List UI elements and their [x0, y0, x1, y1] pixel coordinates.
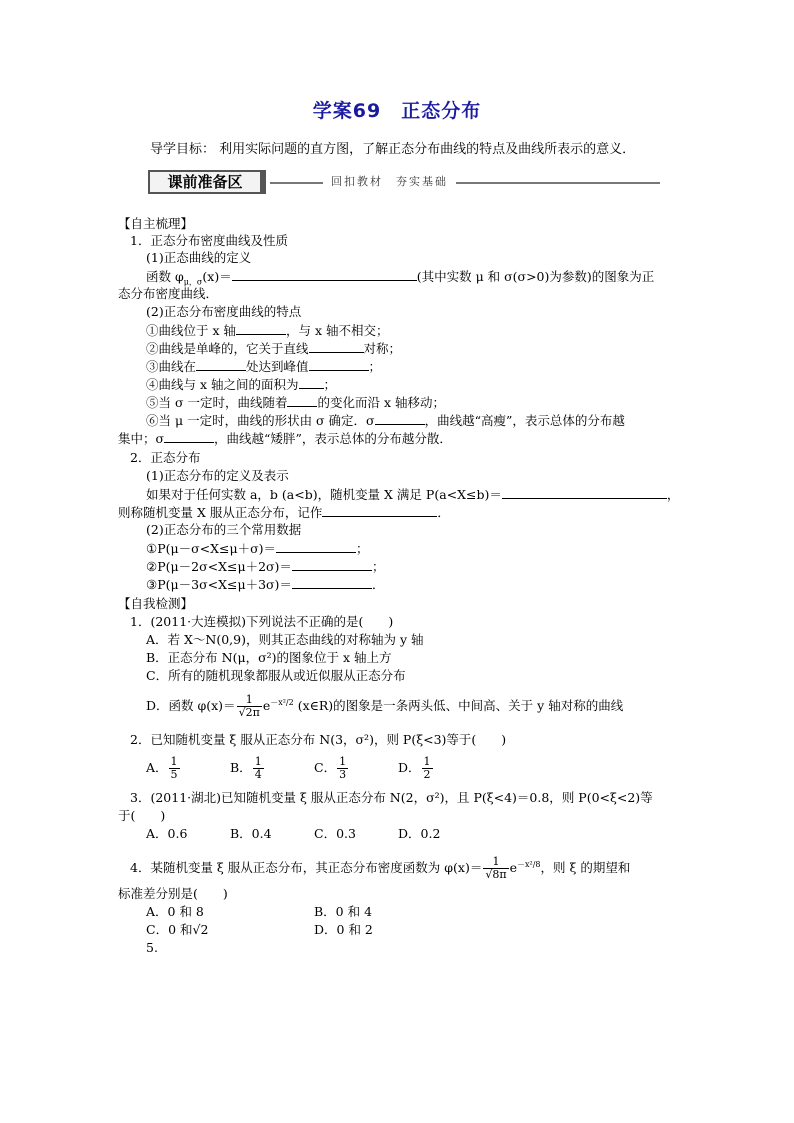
section-banner [148, 170, 660, 196]
question-2: 2．已知随机变量 ξ 服从正态分布 N(3，σ²)，则 P(ξ<3)等于( ) [130, 732, 507, 747]
item-heading: 2．正态分布 [130, 450, 201, 465]
fill-blank[interactable] [309, 358, 369, 371]
page-title: 学案69 正态分布 [312, 100, 482, 122]
question-3-continued: 于( ) [118, 808, 166, 823]
question-2-options [146, 756, 482, 781]
property-2: ②曲线是单峰的，它关于直线 对称； [146, 341, 402, 356]
question-3-option: A．0.6 [146, 826, 188, 841]
question-2-option: C． $\frac{1}{3}$ [314, 755, 347, 781]
normal-notation-line: 则称随机变量 X 服从正态分布，记作 ． [118, 505, 450, 520]
sub-heading: (2)正态分布密度曲线的特点 [146, 304, 302, 319]
question-1-option-b: B．正态分布 N(μ，σ²)的图象位于 x 轴上方 [146, 650, 392, 665]
fill-blank[interactable] [164, 430, 214, 443]
fill-blank[interactable] [276, 540, 356, 553]
data-3: ③P(μ－3σ<X≤μ＋3σ)＝ ． [146, 577, 385, 592]
fill-blank[interactable] [502, 486, 667, 499]
question-4-continued: 标准差分别是( ) [118, 886, 228, 901]
question-1-option-a: A．若 X～N(0,9)，则其正态曲线的对称轴为 y 轴 [146, 632, 424, 647]
question-3-options [146, 826, 482, 842]
fill-blank[interactable] [196, 358, 246, 371]
property-4: ④曲线与 x 轴之间的面积为 ； [146, 377, 337, 392]
property-1: ①曲线位于 x 轴 ，与 x 轴不相交； [146, 323, 389, 338]
sub-heading: (1)正态分布的定义及表示 [146, 468, 289, 483]
function-definition-line: 函数 $\varphi_{\mu,\sigma}(x)=$ (其中实数 μ 和 σ(σ>0)为参数)的图象为正 [146, 269, 655, 287]
banner-tab: 课前准备区 [148, 170, 266, 194]
question-4-option: B．0 和 4 [314, 904, 373, 919]
question-1: 1．(2011·大连模拟)下列说法不正确的是( ) [130, 614, 394, 629]
fraction: $\frac{1}{√2\pi}$ [238, 693, 260, 719]
fill-blank[interactable] [232, 268, 417, 281]
sub-heading: (2)正态分布的三个常用数据 [146, 522, 302, 537]
fill-blank[interactable] [292, 576, 372, 589]
property-3: ③曲线在 处达到峰值 ； [146, 359, 382, 374]
banner-subtitle: 回扣教材 夯实基础 [323, 173, 456, 189]
fill-blank[interactable] [236, 322, 286, 335]
question-2-option: A． $\frac{1}{5}$ [146, 755, 178, 781]
fill-blank[interactable] [299, 376, 324, 389]
question-4-options-row1 [146, 904, 434, 920]
question-2-option: D． $\frac{1}{2}$ [398, 755, 431, 781]
question-2-option: B． $\frac{1}{4}$ [230, 755, 262, 781]
item-heading: 1．正态分布密度曲线及性质 [130, 233, 288, 248]
property-6-continued: 集中；σ ，曲线越“矮胖”，表示总体的分布越分散． [118, 431, 452, 446]
fill-blank[interactable] [322, 504, 437, 517]
property-5: ⑤当 σ 一定时，曲线随着 的变化而沿 x 轴移动； [146, 395, 445, 410]
question-4-options-row2 [146, 922, 434, 938]
normal-definition-line: 如果对于任何实数 a，b (a<b)，随机变量 X 满足 P(a<X≤b)＝ ， [146, 487, 680, 502]
fill-blank[interactable] [375, 412, 425, 425]
definition-continuation: 态分布密度曲线． [118, 286, 219, 301]
question-1-option-c: C．所有的随机现象都服从或近似服从正态分布 [146, 668, 406, 683]
learning-goal: 导学目标： 利用实际问题的直方图，了解正态分布曲线的特点及曲线所表示的意义． [150, 142, 636, 157]
question-3-option: B．0.4 [230, 826, 272, 841]
question-4: 4．某随机变量 ξ 服从正态分布，其正态分布密度函数为 φ(x)＝ $\frac{1}{√8\pi}$ $e^{-x^2/8}$，则 ξ 的期望和 [130, 855, 631, 881]
sub-heading: (1)正态曲线的定义 [146, 250, 252, 265]
question-5: 5. [146, 940, 158, 955]
question-1-option-d: D．函数 φ(x)＝ $\frac{1}{√2\pi}$ $e^{-x^2/2}$ (x∈R)的图象是一条两头低、中间高、关于 y 轴对称的曲线 [146, 693, 624, 719]
question-4-option: A．0 和 8 [146, 904, 204, 919]
fraction: $\frac{1}{√8\pi}$ [485, 855, 507, 881]
property-6: ⑥当 μ 一定时，曲线的形状由 σ 确定．σ ，曲线越“高瘦”，表示总体的分布越 [146, 413, 625, 428]
fill-blank[interactable] [309, 340, 364, 353]
data-2: ②P(μ－2σ<X≤μ＋2σ)＝ ； [146, 559, 385, 574]
section-heading-self-review: 【自主梳理】 [118, 216, 194, 231]
question-3: 3．(2011·湖北)已知随机变量 ξ 服从正态分布 N(2，σ²)，且 P(ξ<4)＝0.8，则 P(0<ξ<2)等 [130, 790, 653, 805]
data-1: ①P(μ－σ<X≤μ＋σ)＝ ； [146, 541, 369, 556]
question-4-option: D．0 和 2 [314, 922, 373, 937]
question-4-option: C．0 和√2 [146, 922, 209, 937]
section-heading-self-check: 【自我检测】 [118, 596, 194, 611]
question-3-option: C．0.3 [314, 826, 356, 841]
fill-blank[interactable] [287, 394, 317, 407]
question-3-option: D．0.2 [398, 826, 441, 841]
fill-blank[interactable] [292, 558, 372, 571]
